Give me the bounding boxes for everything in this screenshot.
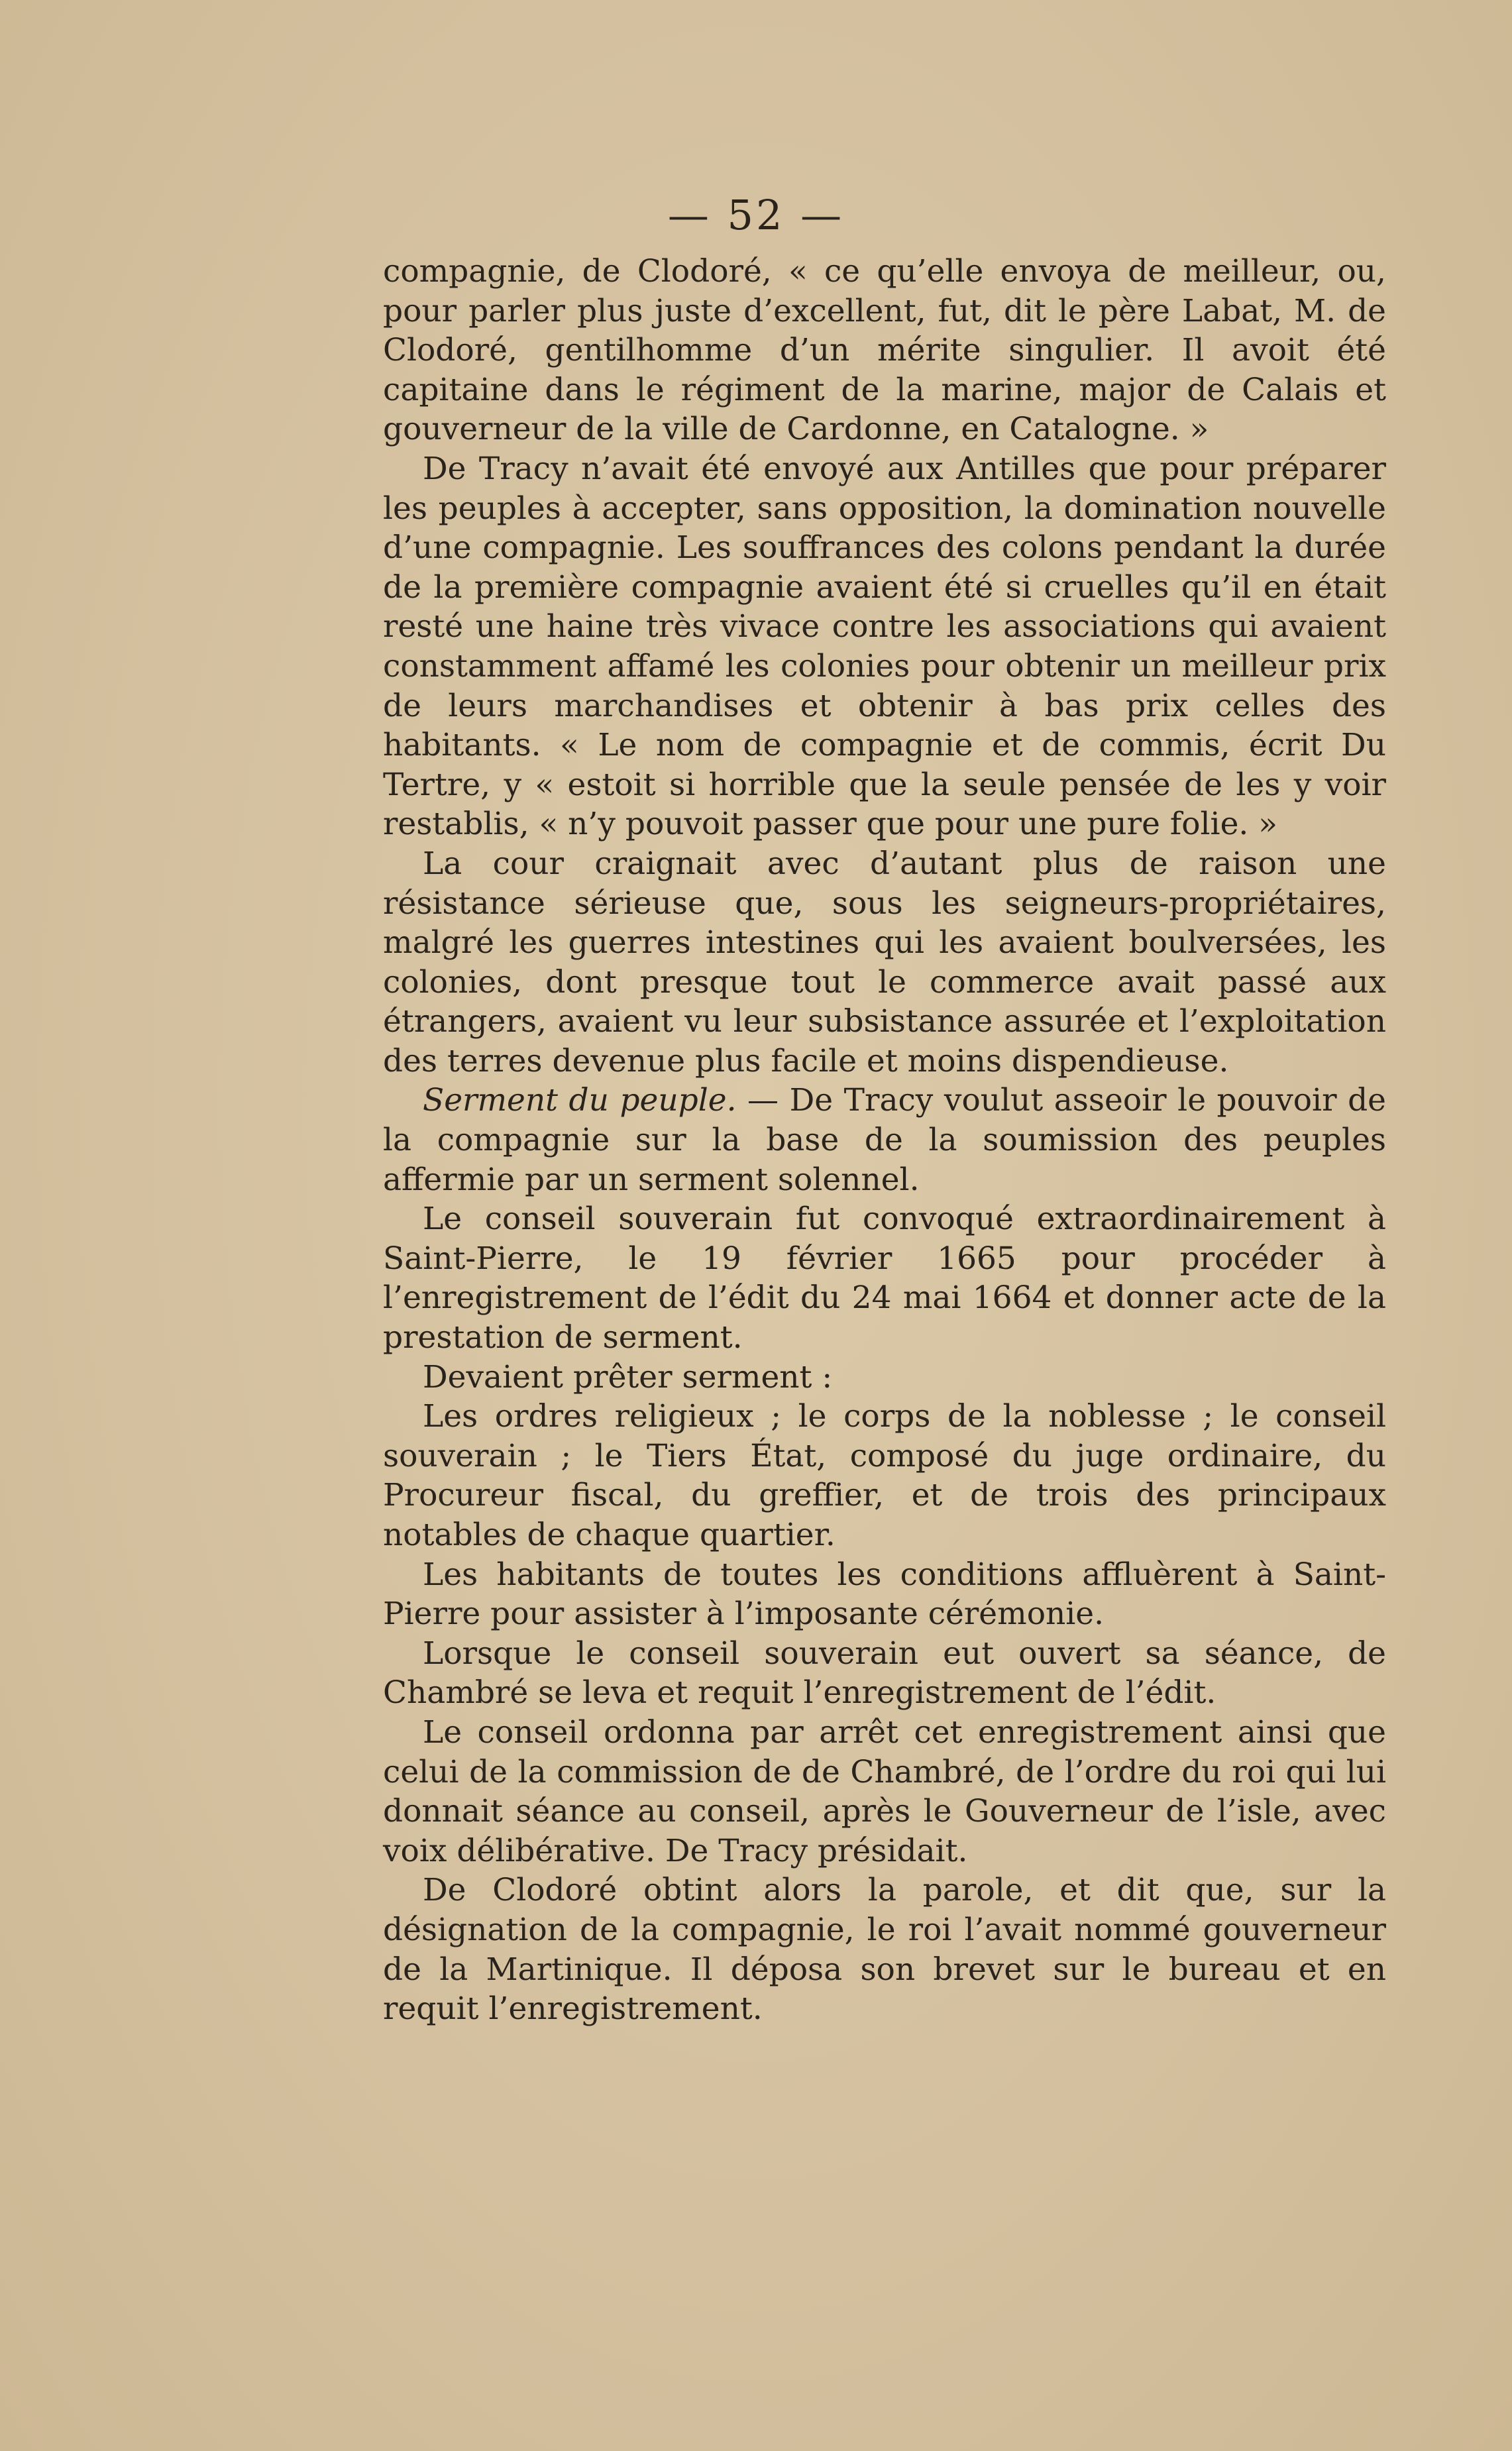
paragraph-6: Les ordres religieux ; le corps de la noblesse ; le conseil souverain ; le Tiers État, composé du juge ordinaire, du Procureur fiscal, du greffier, et de trois des principaux notables de chaque quartier. xyxy=(383,1398,1386,1553)
paragraph-10: De Clodoré obtint alors la parole, et dit que, sur la désignation de la compagnie, le roi l’avait nommé gouverneur de la Martinique. Il déposa son brevet sur le bureau et en requit l’enregistrement. xyxy=(383,1872,1386,2028)
paragraph-4: Le conseil souverain fut convoqué extraordinairement à Saint-Pierre, le 19 février 1665 pour procéder à l’enregistrement de l’édit du 24 mai 1664 et donner acte de la prestation de serment. xyxy=(383,1201,1386,1356)
paragraph-serment xyxy=(383,1081,1386,1199)
paragraph-9: Le conseil ordonna par arrêt cet enregistrement ainsi que celui de la commission de de Chambré, de l’ordre du roi qui lui donnait séance au conseil, après le Gouverneur de l’isle, avec voix délibérative. De Tracy présidait. xyxy=(383,1714,1386,1869)
section-heading-serment: Serment du peuple. xyxy=(423,1082,737,1119)
serment-text: — De Tracy voulut asseoir le pouvoir de la compagnie sur la base de la soumission des peuples affermie par un serment solennel. xyxy=(383,1082,1386,1198)
paragraph-3: La cour craignait avec d’autant plus de raison une résistance sérieuse que, sous les seigneurs-propriétaires, malgré les guerres intestines qui les avaient boulversées, les colonies, dont presque tout le commerce avait passé aux étrangers, avaient vu leur subsistance assurée et l’exploitation des terres devenue plus facile et moins dispendieuse. xyxy=(383,845,1386,1079)
paragraph-1: compagnie, de Clodoré, « ce qu’elle envoya de meilleur, ou, pour parler plus juste d’excellent, fut, dit le père Labat, M. de Clodoré, gentilhomme d’un mérite singulier. Il avoit été capitaine dans le régiment de la marine, major de Calais et gouverneur de la ville de Cardonne, en Catalogne. » xyxy=(383,253,1386,448)
body-text xyxy=(383,252,1386,2029)
paragraph-5: Devaient prêter serment : xyxy=(423,1358,833,1395)
paragraph-7: Les habitants de toutes les conditions affluèrent à Saint-Pierre pour assister à l’imposante cérémonie. xyxy=(383,1556,1386,1633)
paragraph-2: De Tracy n’avait été envoyé aux Antilles que pour préparer les peuples à accepter, sans opposition, la domination nouvelle d’une compagnie. Les souffrances des colons pendant la durée de la première compagnie avaient été si cruelles qu’il en était resté une haine très vivace contre les associations qui avaient constamment affamé les colonies pour obtenir un meilleur prix de leurs marchandises et obtenir à bas prix celles des habitants. « Le nom de compagnie et de commis, écrit Du Tertre, y « estoit si horrible que la seule pensée de les y voir restablis, « n’y pouvoit passer que pour une pure folie. » xyxy=(383,450,1386,843)
paragraph-8: Lorsque le conseil souverain eut ouvert sa séance, de Chambré se leva et requit l’enregistrement de l’édit. xyxy=(383,1635,1386,1712)
page-number: — 52 — xyxy=(667,191,845,239)
